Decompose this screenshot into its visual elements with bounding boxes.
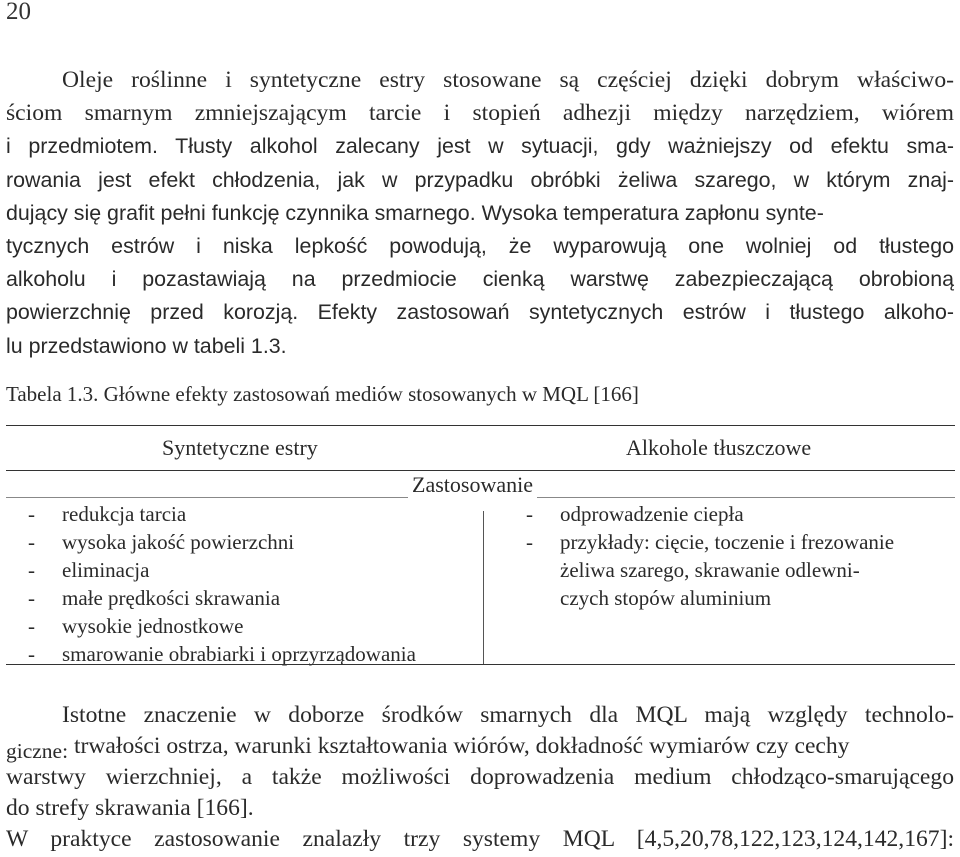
page-number: 20 [6, 0, 31, 25]
dash: - [28, 530, 35, 554]
column-header-fatty-alcohols: Alkohole tłuszczowe [626, 435, 812, 460]
list-item [28, 528, 416, 556]
dash: - [526, 502, 533, 526]
paragraph-line: powierzchnię przed korozją. Efekty zastosowań syntetycznych estrów i tłustego alkoho- [6, 300, 954, 325]
list-item-text: wysoka jakość powierzchni [62, 530, 295, 554]
list-item-continuation: żeliwa szarego, skrawanie odlewni- [560, 558, 860, 582]
list-item [28, 500, 416, 528]
paragraph-line: alkoholu i pozastawiają na przedmiocie cienką warstwę zabezpieczającą obrobioną [6, 267, 954, 292]
list-item-text: wysokie jednostkowe [62, 614, 244, 638]
dash: - [28, 558, 35, 582]
list-item-continuation: czych stopów aluminium [560, 586, 772, 610]
list-item [28, 612, 416, 640]
table-column-divider [483, 511, 484, 664]
list-item [28, 584, 416, 612]
list-item-text: odprowadzenie ciepła [560, 502, 744, 526]
list-item [526, 500, 894, 528]
table-caption: Tabela 1.3. Główne efekty zastosowań mediów stosowanych w MQL [166] [6, 382, 639, 406]
paragraph-line-part: Wysoka temperatura zapłonu synte- [475, 200, 824, 225]
paragraph-line: ściom smarnym zmniejszającym tarcie i stopień adhezji między narzędziem, wiórem [6, 100, 954, 127]
list-item [526, 528, 894, 556]
table-subheader-rule-right [490, 497, 955, 498]
dash: - [28, 502, 35, 526]
table-bottom-rule [6, 664, 955, 665]
list-item-text: eliminacja [62, 558, 150, 582]
table-subheader: Zastosowanie [408, 471, 537, 499]
table-subheader-rule-left [6, 497, 427, 498]
paragraph-line-part: trwałości ostrza, warunki kształtowania wiórów, dokładność wymiarów czy cechy [68, 733, 850, 759]
paragraph-line: do strefy skrawania [166]. [6, 795, 254, 821]
synthetic-esters-list [28, 500, 416, 668]
paragraph-line [6, 731, 954, 762]
list-item [28, 556, 416, 584]
fatty-alcohols-list [526, 500, 894, 612]
paragraph-line [6, 197, 954, 230]
dash: - [526, 530, 533, 554]
paragraph-line-part: dujący się grafit pełni funkcję czynnika smarnego. [6, 200, 476, 225]
body-paragraph-2 [6, 700, 954, 855]
list-item-text: smarowanie obrabiarki i oprzyrządowania [62, 642, 416, 666]
paragraph-line: rowania jest efekt chłodzenia, jak w przypadku obróbki żeliwa szarego, w którym znaj- [6, 167, 954, 192]
dash: - [28, 614, 35, 638]
column-header-synthetic-esters: Syntetyczne estry [162, 435, 318, 460]
paragraph-line: tycznych estrów i niska lepkość powodują, że wyparowują one wolniej od tłustego [6, 234, 954, 259]
body-paragraph-1 [6, 64, 954, 363]
paragraph-line: W praktyce zastosowanie znalazły trzy systemy MQL [4,5,20,78,122,123,124,142,167]: [6, 826, 954, 852]
effects-table [6, 423, 955, 665]
paragraph-line: Oleje roślinne i syntetyczne estry stosowane są częściej dzięki dobrym właściwo- [62, 67, 954, 93]
paragraph-line: lu przedstawiono w tabeli 1.3. [6, 333, 287, 358]
paragraph-line: i przedmiotem. Tłusty alkohol zalecany jest w sytuacji, gdy ważniejszy od efektu sma- [6, 134, 954, 159]
dash: - [28, 642, 35, 666]
list-item-text: przykłady: cięcie, toczenie i frezowanie [560, 530, 895, 554]
table-top-rule [6, 425, 955, 426]
dash: - [28, 586, 35, 610]
paragraph-line: Istotne znaczenie w doborze środków smarnych dla MQL mają względy technolo- [62, 702, 954, 728]
paragraph-line-part: giczne: [6, 739, 69, 763]
list-item-text: redukcja tarcia [62, 502, 187, 526]
list-item-text: małe prędkości skrawania [62, 586, 281, 610]
paragraph-line: warstwy wierzchniej, a także możliwości doprowadzenia medium chłodząco-smarującego [6, 764, 954, 790]
